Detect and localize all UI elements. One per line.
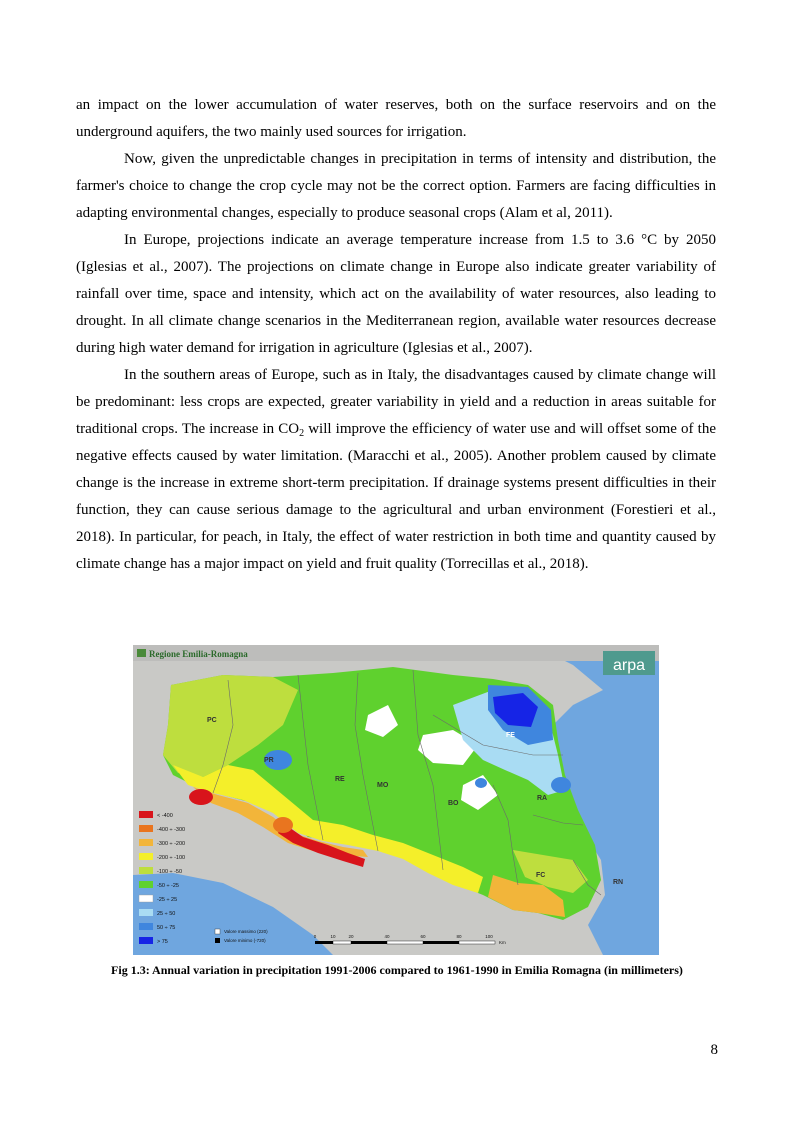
scale-seg-3 (387, 941, 423, 944)
legend-label-6: -25 ÷ 25 (157, 897, 178, 903)
scale-tick-4: 60 (420, 934, 426, 939)
province-label-fc: FC (536, 872, 546, 879)
marker-min-label: Valore minimo (-720) (224, 938, 266, 943)
legend-swatch-2 (139, 839, 153, 846)
legend-swatch-1 (139, 825, 153, 832)
scale-unit: Km (499, 940, 506, 945)
precipitation-map-figure (133, 645, 659, 955)
legend-label-4: -100 ÷ -50 (157, 869, 183, 875)
marker-max-label: Valore massimo (220) (224, 929, 268, 934)
scale-tick-1: 10 (330, 934, 336, 939)
scale-tick-2: 20 (348, 934, 354, 939)
scale-seg-2 (351, 941, 387, 944)
legend-swatch-8 (139, 923, 153, 930)
scale-seg-4 (423, 941, 459, 944)
legend-label-5: -50 ÷ -25 (157, 883, 179, 889)
zone-ravenna-blue-spot (551, 777, 571, 793)
legend-swatch-7 (139, 909, 153, 916)
province-label-rn: RN (613, 879, 624, 886)
body-text (76, 92, 716, 578)
scale-tick-5: 80 (456, 934, 462, 939)
paragraph-southern-europe-part2: will improve the efficiency of water use and will offset some of the negative effects caused by water limitation. (Maracchi et al., 2005). Another problem caused by climate change is the increase in extreme short-term precipitation. If drainage systems present difficulties in their function, they can cause serious damage to the agricultural and urban environment (Forestieri et al., 2018). In particular, for peach, in Italy, the effect of water restriction in both time and quantity caused by climate change has a major impact on yield and fruit quality (Torrecillas et al., 2018). (76, 421, 716, 572)
regione-logo-text: Regione Emilia-Romagna (149, 649, 248, 659)
legend-swatch-3 (139, 853, 153, 860)
legend-label-8: 50 ÷ 75 (157, 925, 176, 931)
legend-swatch-0 (139, 811, 153, 818)
paragraph-southern-europe-part1: In the southern areas of Europe, such as in Italy, the disadvantages caused by climate change will be predominant: less crops are expected, greater variability in yield and a reduction in areas suitable for traditional crops. The increase in CO (76, 367, 716, 437)
regione-logo-mark (137, 649, 146, 657)
legend-label-9: > 75 (157, 939, 168, 945)
paragraph-southern-europe (76, 362, 716, 578)
legend-label-2: -300 ÷ -200 (157, 841, 186, 847)
paragraph-europe-projections: In Europe, projections indicate an average temperature increase from 1.5 to 3.6 °C by 2050 (Iglesias et al., 2007). The projections on climate change in Europe also indicate greater variability of rainfall over time, space and intensity, which act on the availability of water resources, also leading to drought. In all climate change scenarios in the Mediterranean region, available water resources decrease during high water demand for irrigation in agriculture (Iglesias et al., 2007). (76, 232, 716, 356)
marker-max-swatch (215, 929, 220, 934)
legend-swatch-4 (139, 867, 153, 874)
paragraph-crop-cycle: Now, given the unpredictable changes in precipitation in terms of intensity and distribution, the farmer's choice to change the crop cycle may not be the correct option. Farmers are facing difficulties in adapting environmental changes, especially to produce seasonal crops (Alam et al, 2011). (76, 151, 716, 221)
legend-swatch-5 (139, 881, 153, 888)
arpa-logo-text: arpa (612, 657, 646, 674)
scale-tick-0: 0 (313, 934, 317, 939)
legend-label-0: < -400 (157, 813, 173, 819)
scale-seg-5 (459, 941, 495, 944)
legend-label-3: -200 ÷ -100 (157, 855, 186, 861)
zone-bologna-blue-spot (475, 778, 487, 788)
figure-caption: Fig 1.3: Annual variation in precipitation 1991-2006 compared to 1961-1990 in Emilia Romagna (in millimeters) (111, 963, 683, 977)
province-label-re: RE (335, 776, 345, 783)
scale-tick-6: 100 (485, 934, 493, 939)
precipitation-map (133, 645, 659, 955)
legend-label-7: 25 ÷ 50 (157, 911, 176, 917)
zone-peak-minus-400-300 (273, 817, 293, 833)
marker-min-swatch (215, 938, 220, 943)
legend-swatch-6 (139, 895, 153, 902)
paragraph-continuation: an impact on the lower accumulation of water reserves, both on the surface reservoirs and on the underground aquifers, the two mainly used sources for irrigation. (76, 97, 716, 140)
co2-subscript: 2 (299, 428, 305, 439)
province-label-ra: RA (537, 795, 548, 802)
province-label-pc: PC (207, 717, 217, 724)
province-label-mo: MO (377, 782, 389, 789)
scale-tick-3: 40 (384, 934, 390, 939)
scale-seg-0 (315, 941, 333, 944)
province-label-fe: FE (506, 732, 515, 739)
legend-label-1: -400 ÷ -300 (157, 827, 186, 833)
page-number: 8 (710, 1042, 718, 1058)
scale-seg-1 (333, 941, 351, 944)
province-label-bo: BO (448, 800, 459, 807)
zone-west-peak-below-minus-400 (189, 789, 213, 805)
legend-swatch-9 (139, 937, 153, 944)
province-label-pr: PR (264, 757, 274, 764)
